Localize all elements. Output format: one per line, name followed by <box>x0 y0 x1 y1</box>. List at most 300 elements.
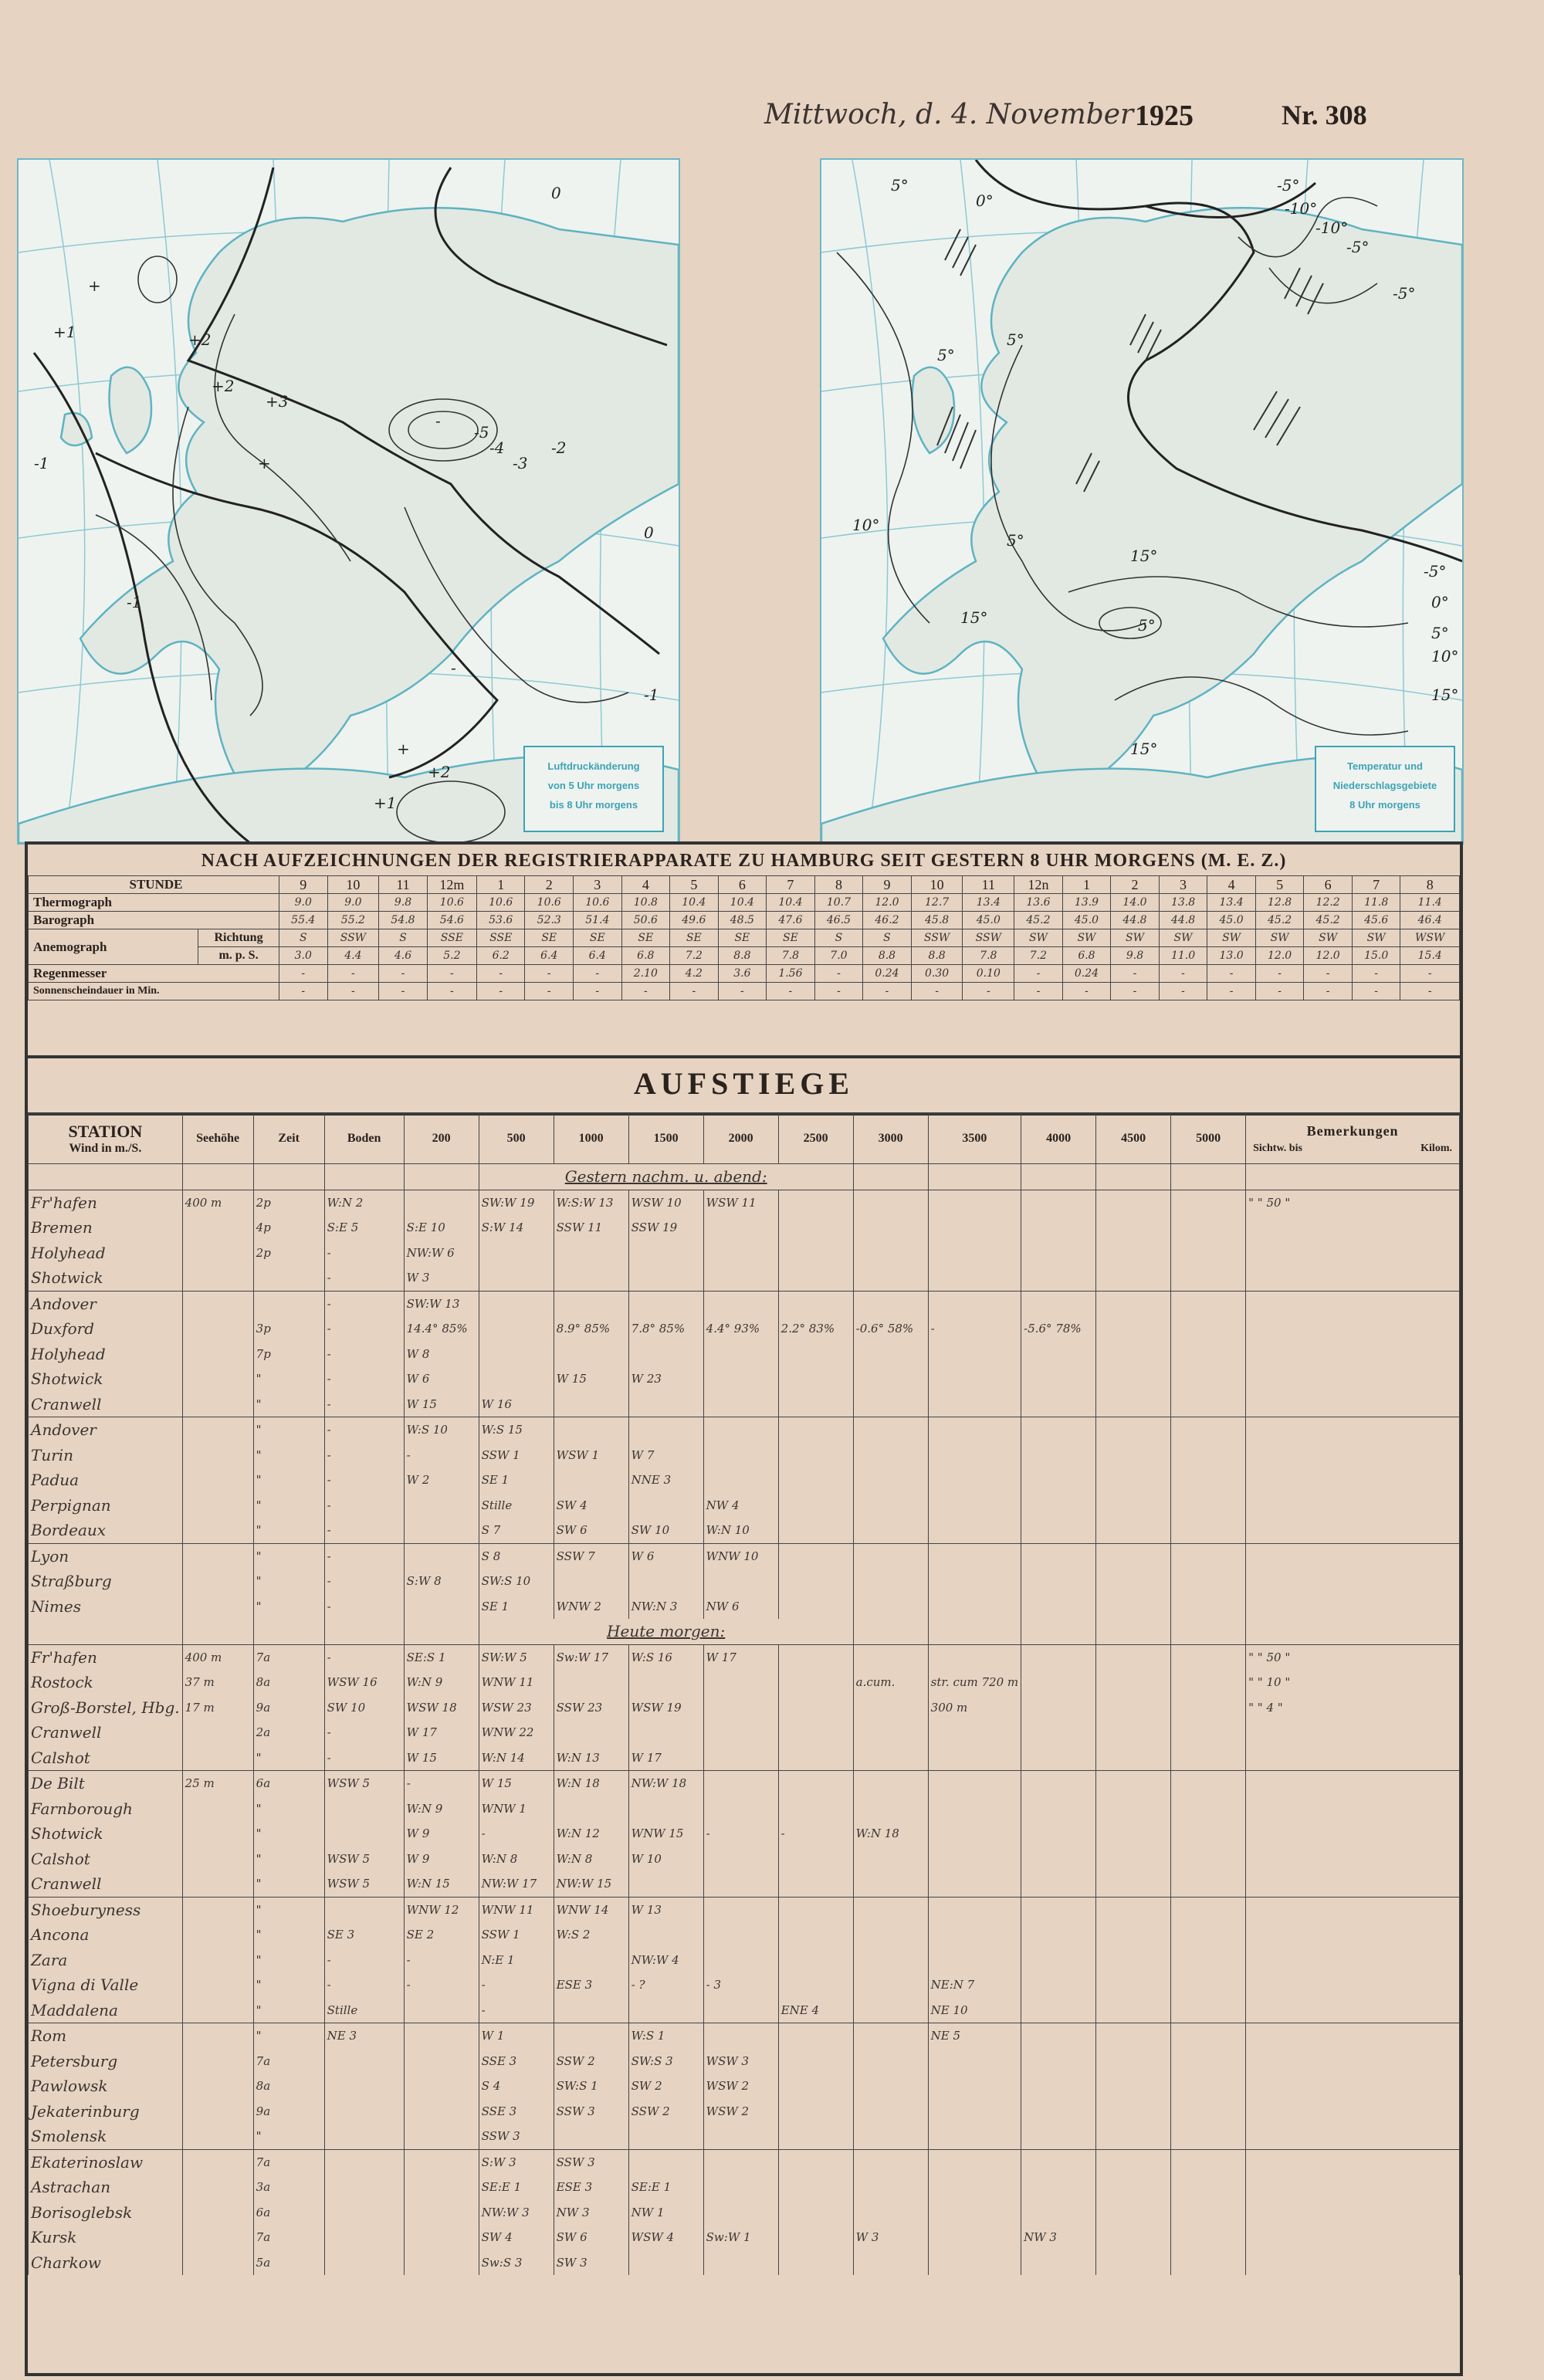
station-altitude: 37 m <box>182 1670 253 1695</box>
ascent-time: " <box>253 1594 324 1620</box>
level-wind: W:N 9 <box>404 1670 479 1695</box>
wind-direction-cell: SSE <box>427 929 476 947</box>
level-wind <box>703 2124 778 2149</box>
empty-cell <box>1096 1619 1171 1644</box>
wind-speed-cell: 7.0 <box>814 947 863 965</box>
level-wind <box>703 1265 778 1291</box>
station-row <box>29 1366 1460 1392</box>
station-altitude: 25 m <box>182 1771 253 1796</box>
hour-cell: 11 <box>963 876 1014 894</box>
level-wind: - <box>479 1998 554 2023</box>
level-wind: SSW 7 <box>554 1543 628 1569</box>
thermograph-cell: 11.8 <box>1352 894 1400 912</box>
station-altitude <box>182 1366 253 1392</box>
level-wind: NW:N 3 <box>628 1594 703 1620</box>
ground-wind: Stille <box>324 1998 404 2023</box>
station-name: Andover <box>29 1291 183 1316</box>
level-wind <box>853 1443 928 1468</box>
level-wind: 7.8° 85% <box>628 1316 703 1342</box>
ascent-time: " <box>253 1518 324 1543</box>
station-altitude <box>182 2149 253 2175</box>
sunshine-cell: - <box>1207 983 1256 1000</box>
level-wind <box>1096 1265 1171 1291</box>
level-wind <box>554 1392 628 1417</box>
svg-text:8 Uhr morgens: 8 Uhr morgens <box>1349 799 1420 811</box>
station-altitude <box>182 1922 253 1948</box>
station-name: Astrachan <box>29 2175 183 2200</box>
ascent-time: 8a <box>253 2074 324 2099</box>
level-wind <box>703 1392 778 1417</box>
wind-direction-cell: SE <box>718 929 767 947</box>
empty-cell <box>1246 1164 1460 1190</box>
level-wind <box>778 1796 853 1822</box>
level-wind <box>703 2175 778 2200</box>
level-wind: SW 10 <box>628 1518 703 1543</box>
station-row <box>29 1796 1460 1822</box>
level-wind <box>1171 1847 1246 1872</box>
level-wind: SSW 1 <box>479 1443 554 1468</box>
ascent-time: " <box>253 1443 324 1468</box>
level-wind <box>778 1215 853 1241</box>
rain-cell: - <box>279 965 328 983</box>
level-wind <box>1021 1190 1096 1215</box>
wind-direction-cell: SE <box>525 929 574 947</box>
level-header: 4500 <box>1096 1114 1171 1164</box>
remark-cell <box>1246 2049 1460 2074</box>
ground-wind <box>324 2225 404 2250</box>
station-name: Cranwell <box>29 1871 183 1897</box>
wind-speed-cell: 15.0 <box>1352 947 1400 965</box>
level-wind <box>853 1392 928 1417</box>
svg-text:-5°: -5° <box>1277 176 1300 195</box>
level-wind: W 10 <box>628 1847 703 1872</box>
level-wind <box>1171 2099 1246 2124</box>
svg-text:-10°: -10° <box>1315 218 1349 237</box>
level-wind <box>853 1771 928 1796</box>
level-wind <box>703 1291 778 1316</box>
level-wind <box>554 1468 628 1493</box>
remark-cell <box>1246 1821 1460 1847</box>
level-wind <box>1171 1771 1246 1796</box>
level-wind: WNW 11 <box>479 1670 554 1695</box>
level-wind <box>778 1417 853 1443</box>
svg-text:-: - <box>451 658 456 677</box>
level-wind <box>1096 1215 1171 1241</box>
level-wind <box>1171 1291 1246 1316</box>
empty-cell <box>1021 1619 1096 1644</box>
level-wind <box>778 1745 853 1771</box>
ascent-time: " <box>253 1998 324 2023</box>
thermograph-cell: 13.9 <box>1062 894 1111 912</box>
ascent-time: " <box>253 1948 324 1973</box>
empty-cell <box>404 1619 479 1644</box>
level-wind: -0.6° 58% <box>853 1316 928 1342</box>
level-wind <box>1096 1670 1171 1695</box>
station-row <box>29 1215 1460 1241</box>
level-wind: str. cum 720 m <box>928 1670 1021 1695</box>
level-wind <box>554 2124 628 2149</box>
station-altitude <box>182 1392 253 1417</box>
station-altitude <box>182 1493 253 1518</box>
thermograph-cell: 10.6 <box>574 894 622 912</box>
station-name: Pawlowsk <box>29 2074 183 2099</box>
barograph-cell: 52.3 <box>525 912 574 929</box>
rain-cell: - <box>1255 965 1304 983</box>
level-wind: W 15 <box>554 1366 628 1392</box>
level-wind: NW:W 17 <box>479 1871 554 1897</box>
remark-cell <box>1246 1518 1460 1543</box>
level-wind <box>703 1443 778 1468</box>
station-row <box>29 2149 1460 2175</box>
station-name: Cranwell <box>29 1392 183 1417</box>
level-wind <box>703 1771 778 1796</box>
ground-wind <box>324 2200 404 2226</box>
level-wind <box>1021 1948 1096 1973</box>
station-name: Groß-Borstel, Hbg. <box>29 1695 183 1721</box>
level-wind <box>928 2049 1021 2074</box>
level-wind <box>853 1366 928 1392</box>
sunshine-cell: - <box>525 983 574 1000</box>
level-wind: SSE 3 <box>479 2049 554 2074</box>
station-altitude <box>182 1720 253 1745</box>
station-name: Andover <box>29 1417 183 1443</box>
svg-text:0: 0 <box>551 184 561 202</box>
station-name: Bordeaux <box>29 1518 183 1543</box>
level-wind <box>928 1922 1021 1948</box>
level-wind <box>1096 1922 1171 1948</box>
ascent-time: 7a <box>253 1644 324 1670</box>
empty-cell <box>182 1619 253 1644</box>
level-wind <box>1021 1291 1096 1316</box>
hour-cell: 3 <box>1159 876 1207 894</box>
station-row <box>29 1291 1460 1316</box>
level-wind <box>778 2175 853 2200</box>
wind-speed-cell: 6.2 <box>476 947 525 965</box>
level-wind <box>1171 1468 1246 1493</box>
level-wind: Sw:W 1 <box>703 2225 778 2250</box>
aufstiege-title: AUFSTIEGE <box>28 1055 1460 1116</box>
station-altitude <box>182 2124 253 2149</box>
remark-cell <box>1246 1543 1460 1569</box>
level-wind <box>703 1241 778 1266</box>
svg-text:-1: -1 <box>644 686 659 704</box>
level-wind <box>928 1493 1021 1518</box>
sunshine-cell: - <box>718 983 767 1000</box>
level-wind <box>1171 2049 1246 2074</box>
level-wind: SE 1 <box>479 1468 554 1493</box>
level-wind <box>928 1392 1021 1417</box>
ascent-time: 8a <box>253 1670 324 1695</box>
thermograph-cell: 12.8 <box>1255 894 1304 912</box>
level-wind <box>1171 2023 1246 2049</box>
level-wind <box>928 2200 1021 2226</box>
level-wind <box>1096 1241 1171 1266</box>
svg-text:+: + <box>258 454 271 472</box>
barograph-cell: 44.8 <box>1159 912 1207 929</box>
level-wind <box>778 1265 853 1291</box>
level-wind <box>778 1771 853 1796</box>
level-wind <box>928 1644 1021 1670</box>
thermograph-cell: 13.8 <box>1159 894 1207 912</box>
level-wind <box>1171 1392 1246 1417</box>
level-wind <box>1096 1796 1171 1822</box>
mps-label: m. p. S. <box>198 947 279 965</box>
svg-text:-: - <box>435 411 441 430</box>
station-row <box>29 1392 1460 1417</box>
ground-wind: - <box>324 1569 404 1594</box>
level-header: 1000 <box>554 1114 628 1164</box>
level-wind <box>628 1569 703 1594</box>
rain-cell: 0.24 <box>1062 965 1111 983</box>
level-wind <box>928 1594 1021 1620</box>
ground-wind: - <box>324 1493 404 1518</box>
thermograph-cell: 12.0 <box>863 894 912 912</box>
station-row <box>29 1569 1460 1594</box>
ground-wind <box>324 2049 404 2074</box>
svg-text:-5°: -5° <box>1393 284 1416 303</box>
level-wind: SSW 23 <box>554 1695 628 1721</box>
level-wind <box>1021 2149 1096 2175</box>
level-wind: 4.4° 93% <box>703 1316 778 1342</box>
sunshine-cell: - <box>814 983 863 1000</box>
level-wind <box>928 1771 1021 1796</box>
svg-text:5°: 5° <box>1138 616 1156 635</box>
level-wind <box>853 2250 928 2276</box>
barograph-cell: 44.8 <box>1111 912 1160 929</box>
level-wind <box>1021 1998 1096 2023</box>
station-altitude <box>182 2200 253 2226</box>
level-wind <box>1021 1417 1096 1443</box>
rain-cell: - <box>427 965 476 983</box>
hour-cell: 8 <box>1400 876 1460 894</box>
wind-speed-cell: 12.0 <box>1255 947 1304 965</box>
wind-speed-cell: 8.8 <box>718 947 767 965</box>
barograph-cell: 55.2 <box>327 912 379 929</box>
level-wind: SSW 19 <box>628 1215 703 1241</box>
level-wind: W 8 <box>404 1342 479 1367</box>
wind-direction-cell: SW <box>1159 929 1207 947</box>
thermograph-cell: 14.0 <box>1111 894 1160 912</box>
level-wind <box>628 1493 703 1518</box>
level-wind <box>928 1720 1021 1745</box>
isoline-plus-label: + <box>88 276 101 295</box>
level-wind: SE:S 1 <box>404 1644 479 1670</box>
level-wind <box>853 2149 928 2175</box>
level-wind <box>1096 1392 1171 1417</box>
station-name: Shotwick <box>29 1821 183 1847</box>
level-header: 2500 <box>778 1114 853 1164</box>
wind-speed-cell: 6.4 <box>525 947 574 965</box>
sunshine-cell: - <box>911 983 963 1000</box>
ground-wind: NE 3 <box>324 2023 404 2049</box>
level-wind <box>1171 1670 1246 1695</box>
wind-speed-cell: 7.8 <box>767 947 815 965</box>
level-wind <box>1021 1468 1096 1493</box>
level-wind: SSE 3 <box>479 2099 554 2124</box>
station-altitude <box>182 1543 253 1569</box>
station-name: Holyhead <box>29 1342 183 1367</box>
level-wind <box>928 1821 1021 1847</box>
temperature-map <box>820 158 1464 845</box>
station-altitude <box>182 1948 253 1973</box>
svg-text:10°: 10° <box>1431 647 1459 665</box>
level-wind <box>778 1594 853 1620</box>
section-note: Heute morgen: <box>479 1619 853 1644</box>
level-wind <box>853 1569 928 1594</box>
thermograph-cell: 9.0 <box>279 894 328 912</box>
ground-wind: - <box>324 1745 404 1771</box>
rain-cell: - <box>476 965 525 983</box>
hour-cell: 10 <box>911 876 963 894</box>
svg-text:-5: -5 <box>474 423 489 442</box>
ascent-time: " <box>253 1745 324 1771</box>
station-row <box>29 1518 1460 1543</box>
level-wind: SSW 11 <box>554 1215 628 1241</box>
level-wind <box>703 1745 778 1771</box>
hour-cell: 9 <box>863 876 912 894</box>
level-wind: S 4 <box>479 2074 554 2099</box>
station-name: Rom <box>29 2023 183 2049</box>
level-wind: NW:W 4 <box>628 1948 703 1973</box>
sunshine-cell: - <box>863 983 912 1000</box>
ascent-time: " <box>253 1821 324 1847</box>
level-wind <box>404 2023 479 2049</box>
richtung-label: Richtung <box>198 929 279 947</box>
station-row <box>29 1972 1460 1998</box>
wind-direction-cell: SSW <box>327 929 379 947</box>
level-wind <box>928 1468 1021 1493</box>
level-wind <box>778 2124 853 2149</box>
ground-wind: - <box>324 1972 404 1998</box>
level-wind <box>853 1190 928 1215</box>
hour-cell: 7 <box>767 876 815 894</box>
wind-speed-cell: 4.4 <box>327 947 379 965</box>
level-wind <box>1096 1644 1171 1670</box>
remark-cell <box>1246 1342 1460 1367</box>
rain-cell: 0.24 <box>863 965 912 983</box>
pressure-change-map <box>17 158 680 845</box>
svg-text:Luftdruckänderung: Luftdruckänderung <box>547 760 640 772</box>
level-wind: WNW 12 <box>404 1897 479 1922</box>
wind-direction-cell: S <box>814 929 863 947</box>
wind-speed-cell: 6.8 <box>1062 947 1111 965</box>
level-wind <box>1171 1695 1246 1721</box>
level-wind <box>1171 1366 1246 1392</box>
anemograph-label: Anemograph <box>29 929 198 965</box>
hour-cell: 12m <box>427 876 476 894</box>
wind-direction-cell: SW <box>1255 929 1304 947</box>
level-wind <box>1021 1241 1096 1266</box>
station-name: Vigna di Valle <box>29 1972 183 1998</box>
station-row <box>29 1745 1460 1771</box>
ground-wind: - <box>324 1417 404 1443</box>
seehoehe-header: Seehöhe <box>182 1114 253 1164</box>
level-wind <box>703 1796 778 1822</box>
level-wind <box>1096 1493 1171 1518</box>
level-wind: WSW 11 <box>703 1190 778 1215</box>
station-altitude <box>182 1417 253 1443</box>
level-wind <box>1096 1518 1171 1543</box>
level-wind <box>1096 1316 1171 1342</box>
station-row <box>29 1417 1460 1443</box>
level-wind <box>554 1417 628 1443</box>
level-wind <box>1021 1342 1096 1367</box>
wind-speed-cell: 5.2 <box>427 947 476 965</box>
sunshine-cell: - <box>1159 983 1207 1000</box>
level-wind <box>1096 1190 1171 1215</box>
level-wind <box>778 2049 853 2074</box>
remark-cell <box>1246 1443 1460 1468</box>
level-wind: - <box>404 1948 479 1973</box>
barograph-cell: 45.0 <box>1207 912 1256 929</box>
level-wind <box>703 1922 778 1948</box>
level-wind: W 15 <box>404 1745 479 1771</box>
station-altitude <box>182 1796 253 1822</box>
barograph-cell: 53.6 <box>476 912 525 929</box>
remark-cell <box>1246 1796 1460 1822</box>
remark-cell <box>1246 1745 1460 1771</box>
level-wind <box>703 1871 778 1897</box>
level-wind: NW:W 3 <box>479 2200 554 2226</box>
ascent-time: 7p <box>253 1342 324 1367</box>
level-wind <box>404 1543 479 1569</box>
station-row <box>29 1644 1460 1670</box>
level-wind <box>479 1316 554 1342</box>
svg-text:5°: 5° <box>1007 330 1024 349</box>
level-wind: SW 4 <box>479 2225 554 2250</box>
svg-text:5°: 5° <box>891 176 909 195</box>
level-wind <box>1096 1821 1171 1847</box>
level-wind <box>853 1518 928 1543</box>
level-wind <box>1171 2175 1246 2200</box>
level-wind <box>1096 2200 1171 2226</box>
level-wind <box>928 1291 1021 1316</box>
empty-cell <box>404 1164 479 1190</box>
level-wind <box>628 1922 703 1948</box>
level-wind <box>853 1265 928 1291</box>
level-wind: - <box>703 1821 778 1847</box>
station-row <box>29 2074 1460 2099</box>
level-wind <box>1021 2175 1096 2200</box>
remark-cell <box>1246 1771 1460 1796</box>
level-wind <box>479 1241 554 1266</box>
level-header: 3000 <box>853 1114 928 1164</box>
station-altitude <box>182 1972 253 1998</box>
station-row <box>29 1342 1460 1367</box>
level-wind: SW:W 5 <box>479 1644 554 1670</box>
level-wind <box>1096 2250 1171 2276</box>
thermograph-cell: 10.6 <box>476 894 525 912</box>
station-row <box>29 2099 1460 2124</box>
level-wind <box>1021 1670 1096 1695</box>
level-wind <box>853 1796 928 1822</box>
level-wind: W:N 13 <box>554 1745 628 1771</box>
svg-text:+1: +1 <box>374 794 397 812</box>
level-wind <box>853 1720 928 1745</box>
level-wind <box>703 2023 778 2049</box>
station-row <box>29 1897 1460 1922</box>
station-name: Cranwell <box>29 1720 183 1745</box>
remark-cell <box>1246 1948 1460 1973</box>
level-wind: W 17 <box>404 1720 479 1745</box>
ground-wind <box>324 2250 404 2276</box>
station-row <box>29 1871 1460 1897</box>
level-wind <box>853 1417 928 1443</box>
station-name: Perpignan <box>29 1493 183 1518</box>
barograph-cell: 45.0 <box>1062 912 1111 929</box>
level-wind <box>778 1443 853 1468</box>
level-wind <box>853 2023 928 2049</box>
